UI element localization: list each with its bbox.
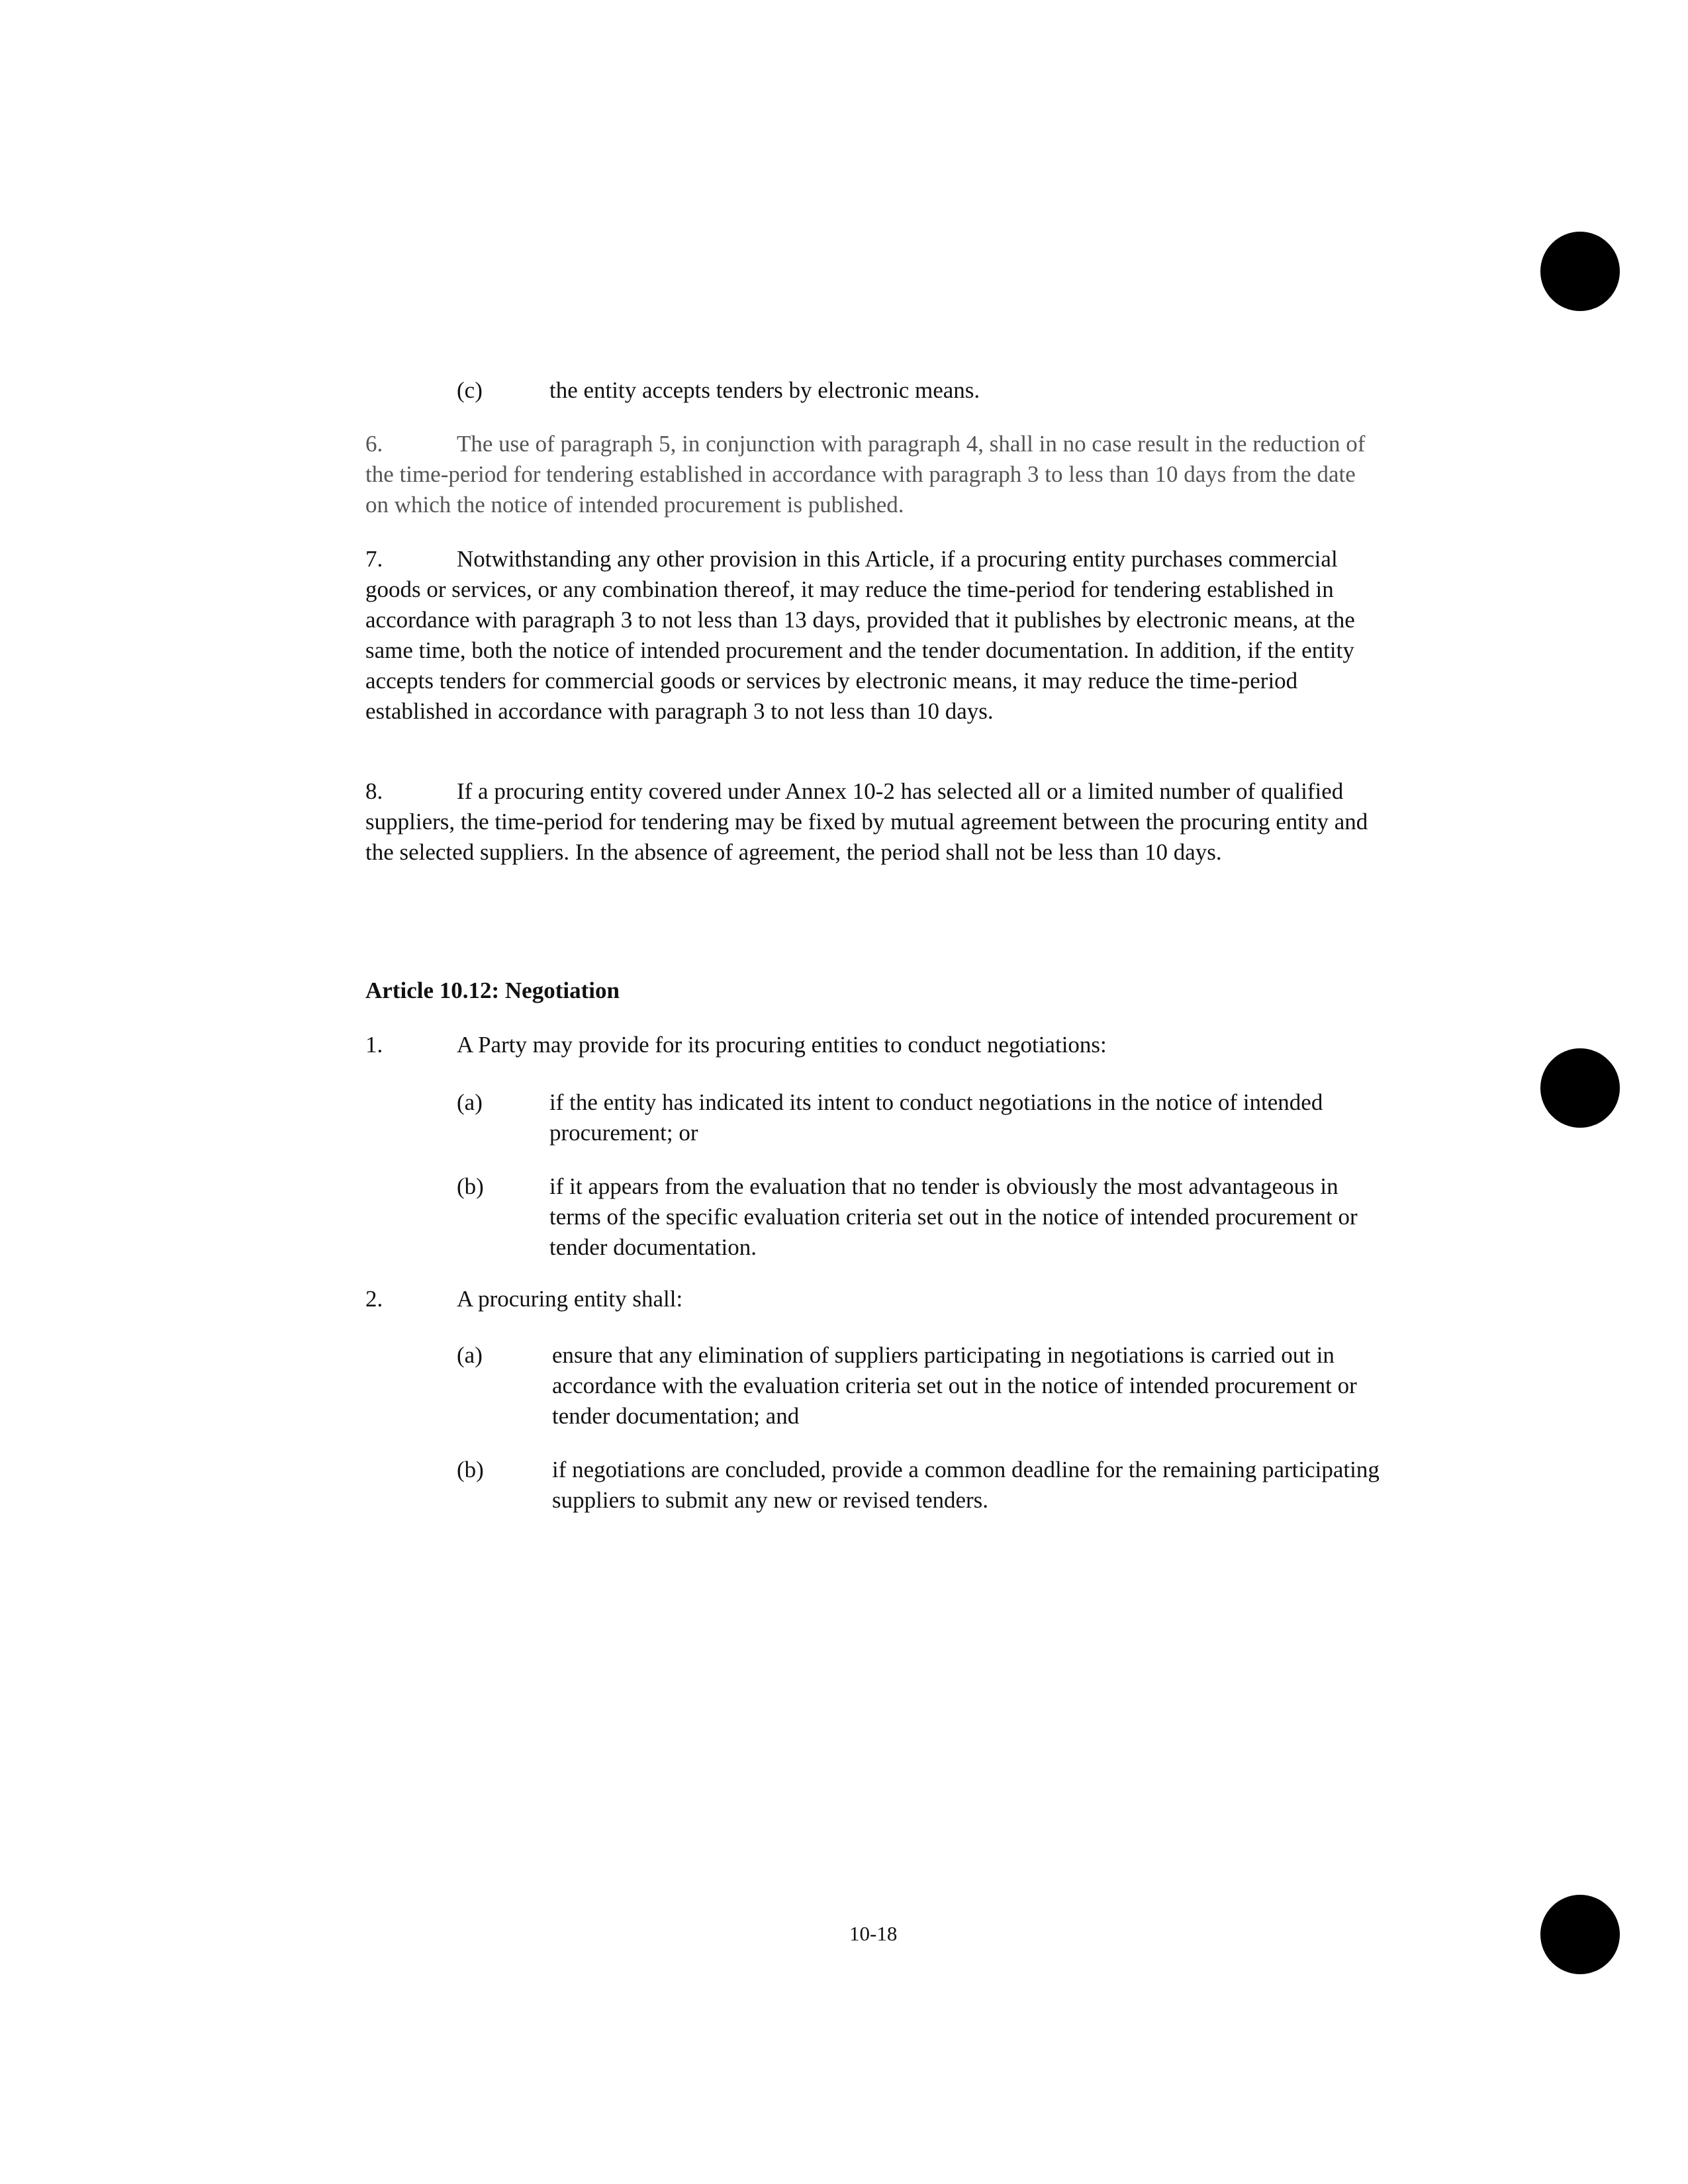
paragraph-number: 7. [365,546,383,572]
subparagraph-label: (c) [457,377,483,403]
paragraph-number: 6. [365,431,383,457]
item-number: 2. [365,1286,383,1312]
subitem-label: (b) [457,1457,484,1482]
paragraph-8 [365,776,1372,868]
page-number: 10-18 [849,1922,898,1945]
subitem-text: ensure that any elimination of suppliers participating in negotiations is carried out in accordance with the evaluation criteria set out in the notice of intended procurement or tender documentation; and [552,1342,1357,1429]
subitem-label: (a) [457,1342,483,1368]
paragraph-text: Notwithstanding any other provision in this Article, if a procuring entity purchases commercial goods or services, or any combination thereof, it may reduce the time-period for tendering established in accordance with paragraph 3 to not less than 13 days, provided that it publishes by electronic means, at the same time, both the notice of intended procurement and the tender documentation. In addition, if the entity accepts tenders for commercial goods or services by electronic means, it may reduce the time-period established in accordance with paragraph 3 to not less than 10 days. [365,546,1355,724]
subitem-label: (a) [457,1089,483,1115]
item-text: A Party may provide for its procuring entities to conduct negotiations: [457,1032,1107,1058]
item-text: A procuring entity shall: [457,1286,683,1312]
subitem-text: if negotiations are concluded, provide a common deadline for the remaining participating suppliers to submit any new or revised tenders. [552,1457,1380,1513]
paragraph-text: If a procuring entity covered under Annex 10-2 has selected all or a limited number of qualified suppliers, the time-period for tendering may be fixed by mutual agreement between the procuring entity and the selected suppliers. In the absence of agreement, the period shall not be less than 10 days. [365,778,1368,865]
subitem-text: if it appears from the evaluation that no tender is obviously the most advantageous in terms of the specific evaluation criteria set out in the notice of intended procurement or tender documentation. [549,1173,1358,1260]
item-number: 1. [365,1032,383,1058]
subparagraph-text: the entity accepts tenders by electronic means. [549,377,980,403]
subitem-label: (b) [457,1173,484,1199]
subitem-text: if the entity has indicated its intent to conduct negotiations in the notice of intended procurement; or [549,1089,1323,1146]
punch-hole-bottom [1540,1895,1620,1974]
punch-hole-middle [1540,1048,1620,1128]
paragraph-text: The use of paragraph 5, in conjunction with paragraph 4, shall in no case result in the reduction of the time-period for tendering established in accordance with paragraph 3 to less than 10 days from the date on which the notice of intended procurement is published. [365,431,1366,518]
paragraph-6 [365,429,1372,520]
paragraph-number: 8. [365,778,383,804]
article-heading: Article 10.12: Negotiation [365,978,620,1003]
paragraph-7 [365,544,1372,727]
punch-hole-top [1540,232,1620,311]
